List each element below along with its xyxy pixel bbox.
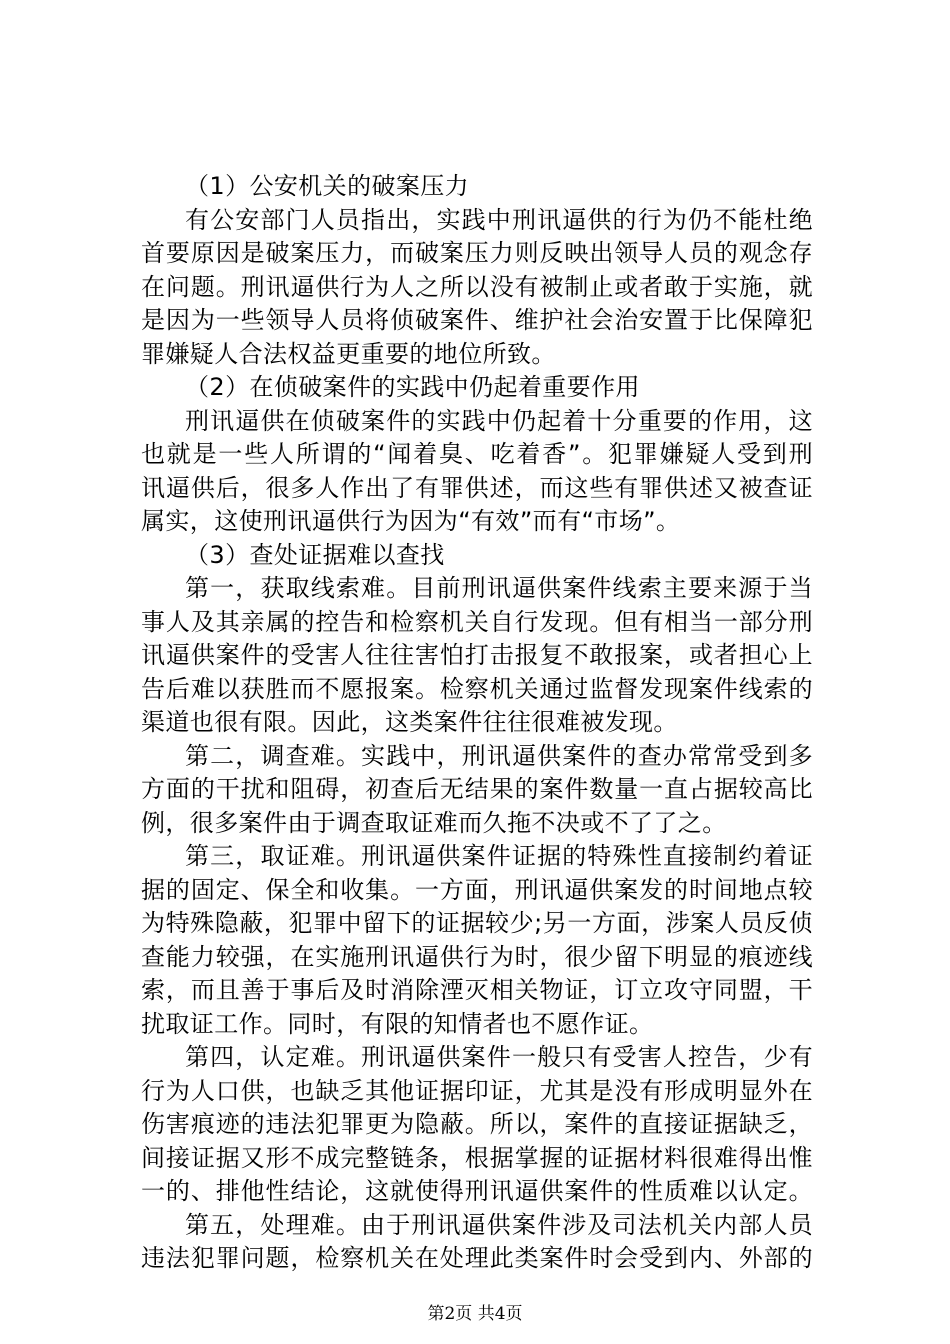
paragraph-last-line: 例，很多案件由于调查取证难而久拖不决或不了了之。 xyxy=(141,808,727,837)
paragraph-first-line: 第一，获取线索难。目前刑讯逼供案件线索主要来源于当 xyxy=(185,574,813,602)
text-line: 在问题。刑讯逼供行为人之所以没有被制止或者敢于实施，就 xyxy=(141,272,813,301)
paragraph-first-line: 第二，调查难。实践中，刑讯逼供案件的查办常常受到多 xyxy=(185,741,813,770)
section-heading: （2）在侦破案件的实践中仍起着重要作用 xyxy=(185,373,640,401)
text-line: 讯逼供后，很多人作出了有罪供述，而这些有罪供述又被查证 xyxy=(141,473,813,502)
page-footer: 第2页 共4页 xyxy=(427,1304,523,1324)
paragraph-last-line: 罪嫌疑人合法权益更重要的地位所致。 xyxy=(141,339,556,368)
paragraph-first-line: 第四，认定难。刑讯逼供案件一般只有受害人控告，少有 xyxy=(185,1043,813,1071)
paragraph-first-line: 第三，取证难。刑讯逼供案件证据的特殊性直接制约着证 xyxy=(185,842,813,870)
text-line: 据的固定、保全和收集。一方面，刑讯逼供案发的时间地点较 xyxy=(141,875,813,904)
text-line: 也就是一些人所谓的“闻着臭、吃着香”。犯罪嫌疑人受到刑 xyxy=(141,440,813,468)
section-heading: （1）公安机关的破案压力 xyxy=(185,172,470,200)
paragraph-last-line: 扰取证工作。同时，有限的知情者也不愿作证。 xyxy=(141,1009,654,1038)
text-line: 间接证据又形不成完整链条，根据掌握的证据材料很难得出惟 xyxy=(141,1143,813,1172)
text-line: 告后难以获胜而不愿报案。检察机关通过监督发现案件线索的 xyxy=(141,674,813,703)
text-line: 讯逼供案件的受害人往往害怕打击报复不敢报案，或者担心上 xyxy=(141,641,813,669)
text-line: 违法犯罪问题，检察机关在处理此类案件时会受到内、外部的 xyxy=(141,1244,813,1272)
section-heading: （3）查处证据难以查找 xyxy=(185,540,445,569)
text-line: 索，而且善于事后及时消除湮灭相关物证，订立攻守同盟，干 xyxy=(141,976,813,1004)
document-body xyxy=(141,170,813,1276)
text-line: 是因为一些领导人员将侦破案件、维护社会治安置于比保障犯 xyxy=(141,306,813,334)
text-line: 为特殊隐蔽，犯罪中留下的证据较少;另一方面，涉案人员反侦 xyxy=(141,909,813,937)
text-line: 首要原因是破案压力，而破案压力则反映出领导人员的观念存 xyxy=(141,239,813,267)
paragraph-first-line: 有公安部门人员指出，实践中刑讯逼供的行为仍不能杜绝 xyxy=(185,205,813,234)
paragraph-last-line: 属实，这使刑讯逼供行为因为“有效”而有“市场”。 xyxy=(141,507,681,535)
text-line: 伤害痕迹的违法犯罪更为隐蔽。所以，案件的直接证据缺乏， xyxy=(141,1110,813,1138)
text-line: 查能力较强，在实施刑讯逼供行为时，很少留下明显的痕迹线 xyxy=(141,942,813,971)
paragraph-first-line: 刑讯逼供在侦破案件的实践中仍起着十分重要的作用，这 xyxy=(185,406,813,435)
paragraph-first-line: 第五，处理难。由于刑讯逼供案件涉及司法机关内部人员 xyxy=(185,1210,813,1239)
text-line: 事人及其亲属的控告和检察机关自行发现。但有相当一部分刑 xyxy=(141,607,813,636)
text-line: 行为人口供，也缺乏其他证据印证，尤其是没有形成明显外在 xyxy=(141,1076,813,1105)
paragraph-last-line: 渠道也很有限。因此，这类案件往往很难被发现。 xyxy=(141,708,678,736)
text-line: 一的、排他性结论，这就使得刑讯逼供案件的性质难以认定。 xyxy=(141,1177,813,1205)
text-line: 方面的干扰和阻碍，初查后无结果的案件数量一直占据较高比 xyxy=(141,775,813,803)
